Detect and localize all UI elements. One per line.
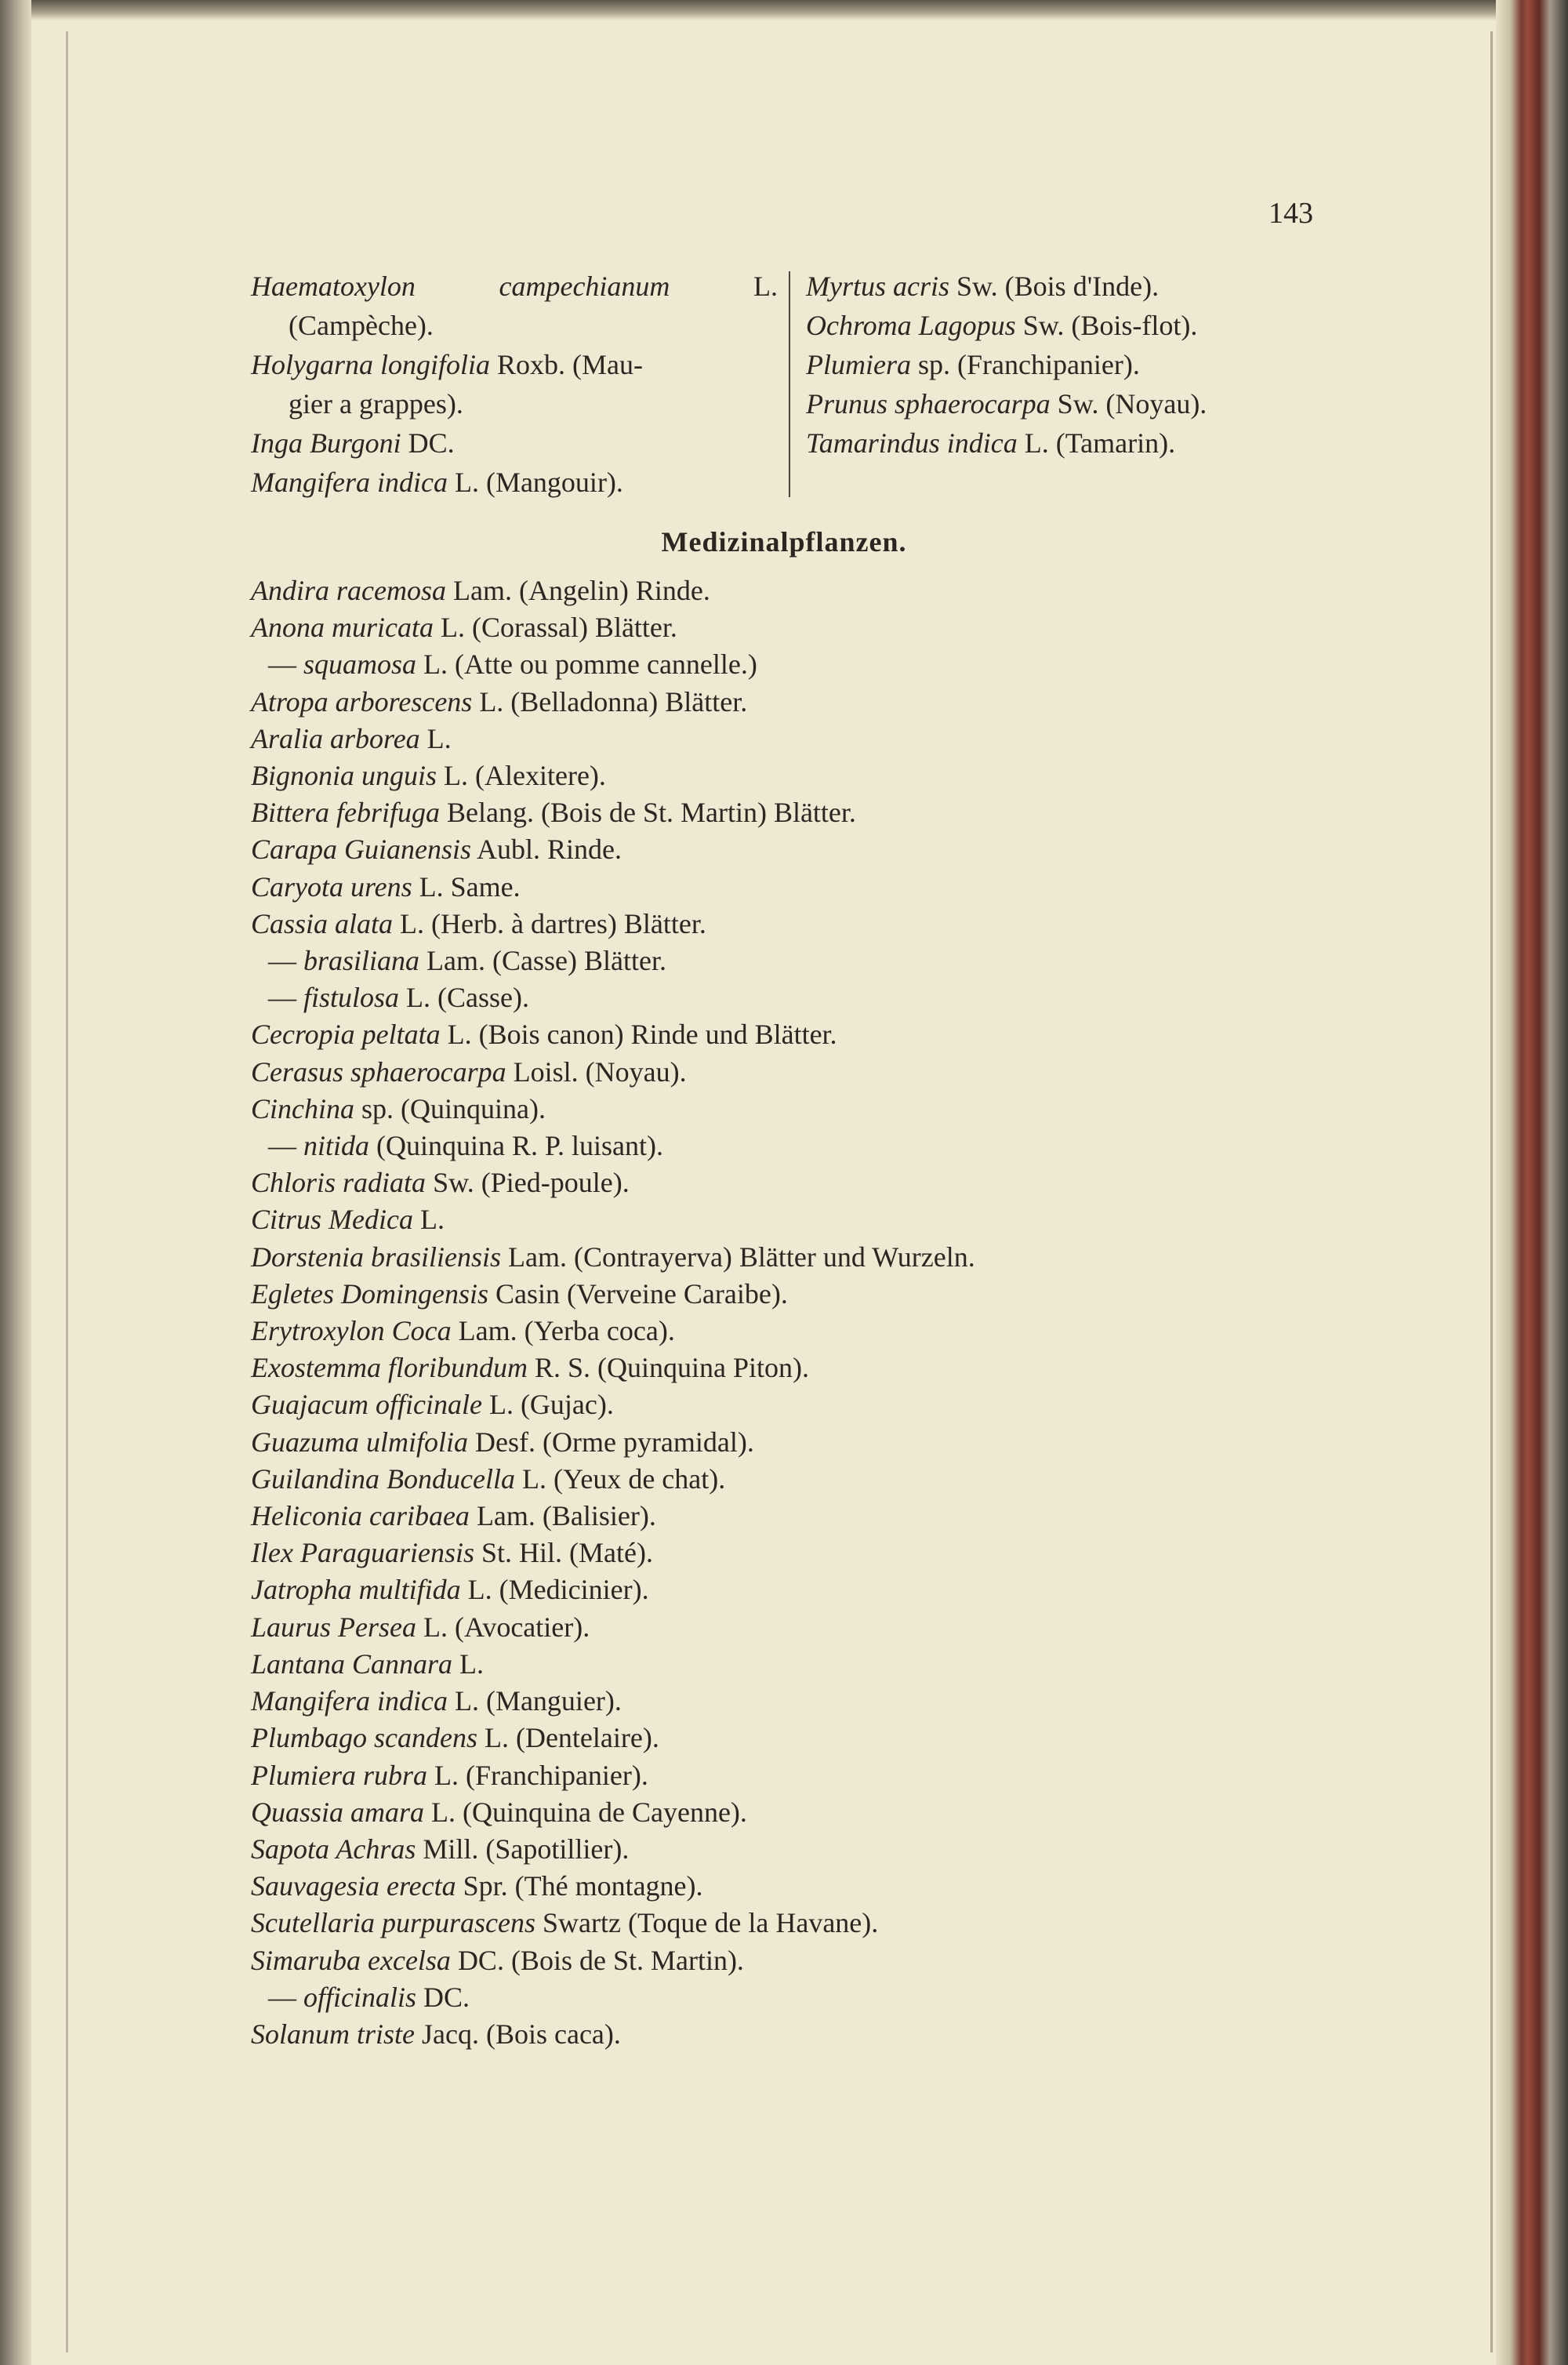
entry-detail: Mill. (Sapotillier). — [423, 1833, 630, 1865]
entry-detail: L. (Franchipanier). — [434, 1759, 648, 1791]
list-item — [251, 1979, 975, 2016]
book-binding — [0, 0, 31, 2365]
list-item — [251, 1128, 975, 1164]
dash-mark: — — [268, 945, 296, 977]
list-item — [251, 609, 975, 646]
list-item — [251, 1794, 975, 1831]
entry-detail: Lam. (Angelin) Rinde. — [452, 575, 710, 606]
entry-detail: Aubl. Rinde. — [477, 834, 622, 866]
list-item — [251, 2016, 975, 2053]
species-name: Inga Burgoni — [251, 427, 401, 459]
page-number: 143 — [1269, 197, 1313, 230]
species-name: Lantana Cannara — [251, 1648, 453, 1680]
entry-detail: DC. — [423, 1981, 470, 2013]
species-name: Laurus Persea — [251, 1611, 417, 1643]
list-item — [251, 1091, 975, 1128]
dash-mark: — — [268, 1130, 296, 1162]
entry-line — [251, 463, 778, 502]
species-name: Heliconia caribaea — [251, 1500, 470, 1532]
entry-detail: L. — [426, 722, 452, 754]
page-gutter-line — [66, 31, 68, 2352]
entry-detail: Lam. (Yerba coca). — [458, 1315, 675, 1347]
entry-detail: Jacq. (Bois caca). — [422, 2018, 621, 2050]
entry-line — [251, 267, 778, 306]
species-name: Andira racemosa — [251, 575, 446, 606]
entry-detail: (Campèche). — [289, 310, 434, 341]
list-item — [251, 572, 975, 609]
entry-detail: Sw. (Noyau). — [1057, 388, 1207, 420]
list-item — [251, 1350, 975, 1386]
page-right-line — [1490, 31, 1493, 2352]
list-item — [251, 1720, 975, 1756]
entry-detail: Sw. (Bois d'Inde). — [956, 271, 1160, 302]
entry-detail: Belang. (Bois de St. Martin) Blätter. — [446, 797, 856, 829]
entry-detail: Lam. (Balisier). — [476, 1500, 656, 1532]
entry-detail: L. Same. — [419, 870, 521, 903]
list-item — [251, 1942, 975, 1979]
list-item — [251, 1646, 975, 1683]
entry-detail: L. (Avocatier). — [423, 1611, 590, 1643]
list-item — [251, 906, 975, 943]
species-name: nitida — [303, 1130, 370, 1162]
species-name: Sauvagesia erecta — [251, 1870, 456, 1902]
species-name: Plumiera rubra — [251, 1759, 427, 1791]
medicinal-plants-list — [251, 572, 975, 2053]
entry-detail: L. (Casse). — [406, 982, 529, 1014]
dash-mark: — — [268, 982, 296, 1014]
entry-detail: DC. — [408, 427, 455, 459]
page-top-edge — [0, 0, 1568, 20]
entry-detail: L. (Belladonna) Blätter. — [479, 685, 748, 717]
entry-detail: L. (Alexitere). — [444, 760, 606, 792]
entry-line — [806, 306, 1370, 345]
list-item — [251, 869, 975, 906]
list-item — [251, 1683, 975, 1720]
entry-detail: R. S. (Quinquina Piton). — [534, 1352, 809, 1384]
dash-mark: — — [268, 1981, 296, 2013]
entry-line — [251, 423, 778, 463]
species-name: Exostemma floribundum — [251, 1352, 528, 1384]
section-heading: Medizinalpflanzen. — [661, 526, 907, 558]
list-item — [251, 646, 975, 683]
species-name: Cecropia peltata — [251, 1019, 441, 1051]
species-name: Erytroxylon Coca — [251, 1315, 452, 1347]
species-name: Jatropha multifida — [251, 1574, 461, 1606]
species-name: Cassia alata — [251, 907, 394, 939]
species-name: Guilandina Bonducella — [251, 1462, 515, 1495]
entry-detail: L. (Manguier). — [454, 1685, 622, 1717]
entry-detail: L. (Tamarin). — [1024, 427, 1176, 459]
species-name: Citrus Medica — [251, 1204, 413, 1236]
entry-detail: Spr. (Thé montagne). — [463, 1870, 703, 1902]
species-name: Ilex Paraguariensis — [251, 1537, 474, 1569]
species-name: fistulosa — [303, 982, 400, 1014]
list-item — [251, 1313, 975, 1350]
species-name: Mangifera indica — [251, 467, 448, 498]
species-name: Tamarindus indica — [806, 427, 1018, 459]
species-name: Scutellaria purpurascens — [251, 1907, 535, 1939]
entry-detail: Desf. (Orme pyramidal). — [475, 1426, 754, 1458]
list-item — [251, 1757, 975, 1794]
species-name: Prunus sphaerocarpa — [806, 388, 1051, 420]
species-name: Plumiera — [806, 349, 911, 380]
list-item — [251, 684, 975, 721]
list-item — [251, 1868, 975, 1905]
list-item — [251, 1424, 975, 1461]
entry-detail: Sw. (Bois-flot). — [1022, 310, 1198, 341]
species-name: Simaruba excelsa — [251, 1944, 451, 1976]
species-name: Anona muricata — [251, 612, 434, 644]
list-item — [251, 1164, 975, 1201]
species-name: Atropa arborescens — [251, 685, 473, 717]
book-right-edge — [1496, 0, 1568, 2365]
entry-detail: L. — [753, 271, 778, 302]
entry-detail: (Quinquina R. P. luisant). — [376, 1130, 664, 1162]
top-right-column — [806, 267, 1370, 463]
species-name: squamosa — [303, 648, 417, 681]
entry-line — [806, 345, 1370, 384]
entry-line — [251, 384, 778, 423]
species-name: Cerasus sphaerocarpa — [251, 1055, 506, 1088]
species-name: Aralia arborea — [251, 722, 420, 754]
entry-detail: L. (Atte ou pomme cannelle.) — [423, 648, 757, 681]
entry-detail: Swartz (Toque de la Havane). — [542, 1907, 879, 1939]
entry-detail: L. (Bois canon) Rinde und Blätter. — [447, 1019, 837, 1051]
list-item — [251, 1831, 975, 1868]
species-name: Guazuma ulmifolia — [251, 1426, 469, 1458]
entry-detail: Roxb. (Mau- — [497, 349, 643, 380]
list-item — [251, 1609, 975, 1646]
species-name: Solanum triste — [251, 2018, 416, 2050]
list-item — [251, 1571, 975, 1608]
species-name: Guajacum officinale — [251, 1389, 482, 1421]
entry-detail: L. (Medicinier). — [467, 1574, 649, 1606]
entry-detail: L. — [419, 1204, 445, 1236]
species-name: Quassia amara — [251, 1796, 425, 1828]
entry-detail: L. (Corassal) Blätter. — [440, 612, 677, 644]
species-name: Plumbago scandens — [251, 1722, 477, 1754]
entry-detail: DC. (Bois de St. Martin). — [457, 1944, 744, 1976]
entry-line — [806, 267, 1370, 306]
list-item — [251, 831, 975, 868]
entry-detail: L. — [459, 1648, 485, 1680]
species-name: officinalis — [303, 1981, 416, 2013]
list-item — [251, 1016, 975, 1053]
species-name: Chloris radiata — [251, 1167, 426, 1199]
species-name: Mangifera indica — [251, 1685, 448, 1717]
list-item — [251, 1498, 975, 1535]
entry-detail: gier a grappes). — [289, 388, 463, 420]
species-name: Ochroma Lagopus — [806, 310, 1016, 341]
list-item — [251, 943, 975, 979]
list-item — [251, 1461, 975, 1498]
species-name: brasiliana — [303, 945, 420, 977]
entry-detail: Lam. (Contrayerva) Blätter und Wurzeln. — [508, 1241, 975, 1273]
entry-detail: L. (Dentelaire). — [484, 1722, 659, 1754]
entry-detail: sp. (Quinquina). — [361, 1092, 546, 1124]
dash-mark: — — [268, 648, 296, 681]
species-name: Myrtus acris — [806, 271, 949, 302]
entry-detail: sp. (Franchipanier). — [917, 349, 1140, 380]
species-name: Holygarna longifolia — [251, 349, 490, 380]
entry-detail: Loisl. (Noyau). — [513, 1055, 687, 1088]
species-name: Caryota urens — [251, 870, 412, 903]
species-name: Bittera febrifuga — [251, 797, 440, 829]
column-divider — [789, 271, 790, 497]
entry-detail: Sw. (Pied-poule). — [433, 1167, 630, 1199]
species-name: Bignonia unguis — [251, 760, 437, 792]
species-word: Haematoxylon — [251, 271, 416, 302]
list-item — [251, 1386, 975, 1423]
list-item — [251, 1905, 975, 1942]
entry-line — [251, 345, 778, 384]
list-item — [251, 979, 975, 1016]
list-item — [251, 794, 975, 831]
entry-line — [806, 384, 1370, 423]
species-name: Carapa Guianensis — [251, 834, 472, 866]
list-item — [251, 1054, 975, 1091]
species-name: Cinchina — [251, 1092, 354, 1124]
list-item — [251, 757, 975, 794]
entry-detail: St. Hil. (Maté). — [481, 1537, 653, 1569]
entry-detail: L. (Gujac). — [488, 1389, 614, 1421]
species-word: campechianum — [499, 271, 670, 302]
list-item — [251, 1535, 975, 1571]
entry-line — [251, 306, 778, 345]
species-name: Dorstenia brasiliensis — [251, 1241, 502, 1273]
list-item — [251, 1276, 975, 1313]
top-left-column — [251, 267, 778, 502]
entry-detail: Casin (Verveine Caraibe). — [495, 1277, 788, 1310]
entry-detail: L. (Quinquina de Cayenne). — [431, 1796, 747, 1828]
entry-detail: Lam. (Casse) Blätter. — [426, 945, 666, 977]
entry-detail: L. (Herb. à dartres) Blätter. — [400, 907, 706, 939]
species-name: Egletes Domingensis — [251, 1277, 488, 1310]
entry-detail: L. (Mangouir). — [454, 467, 623, 498]
list-item — [251, 1201, 975, 1238]
species-name: Sapota Achras — [251, 1833, 416, 1865]
entry-detail: L. (Yeux de chat). — [521, 1462, 726, 1495]
list-item — [251, 1239, 975, 1276]
list-item — [251, 721, 975, 757]
entry-line — [806, 423, 1370, 463]
